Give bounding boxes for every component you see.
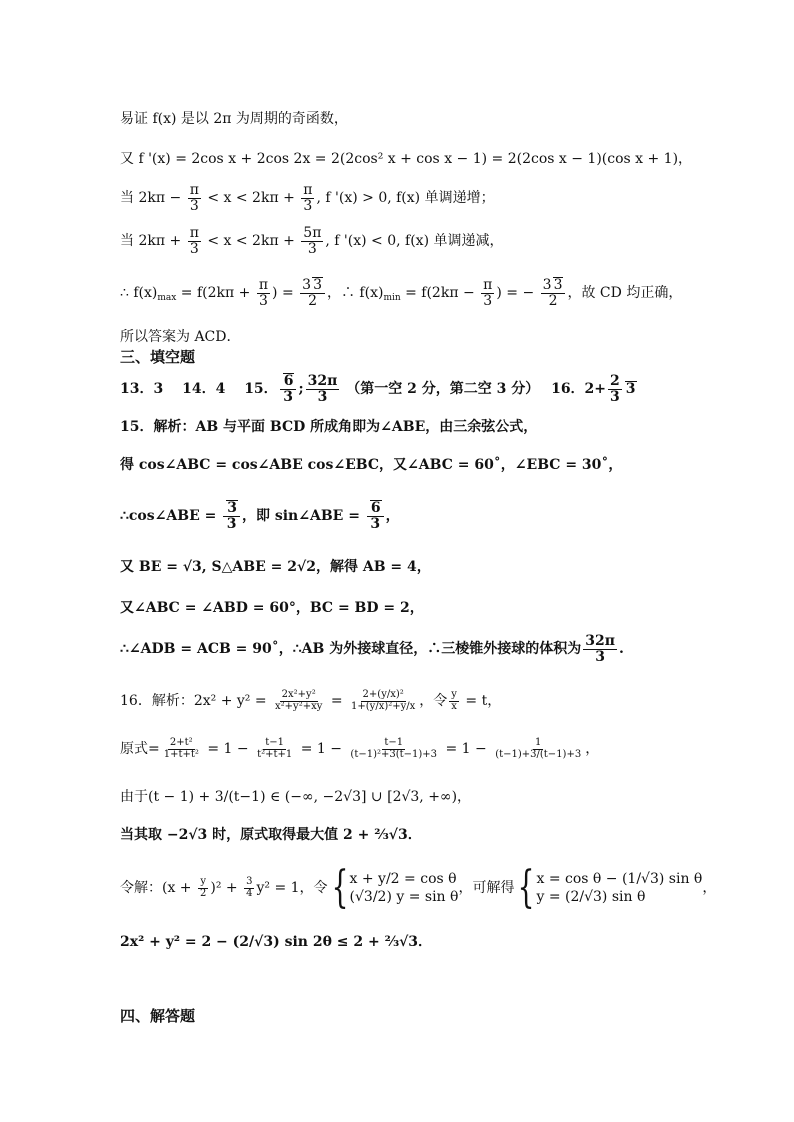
solution-15-text: AB 与平面 BCD 所成角即为∠ABE，由三余弦公式，: [195, 419, 538, 435]
decreasing-text: , f '(x) < 0, f(x) 单调递减，: [325, 233, 504, 250]
solution-16-text: ，可解得: [458, 880, 515, 896]
fraction: $\frac{2}{3}$: [610, 372, 620, 405]
text-line: ∴ $f(x)_{max} = f(2k\pi$ + $\frac{\pi}{3}$ ) = $\frac{3 3}{2}$ ，∴ $f(x)_{min} = f(2k\pi$ − $\frac{\pi}{3}$ ) = − $\frac{3 3}{2}$ ，故 CD 均正确，: [120, 276, 683, 310]
fraction: $\frac{3 3}{2}$: [541, 277, 566, 309]
score-note: （第一空 2 分，第二空 3 分）: [346, 381, 533, 398]
left-brace: {: [331, 862, 348, 913]
section-title-answer: 四、解答题: [120, 1007, 196, 1025]
fraction: $\frac{6}{3}$: [367, 500, 384, 532]
text-line: [120, 828, 422, 842]
fraction: $\frac{\text{2+t²}}{\text{1+t+t²}}$: [163, 737, 199, 760]
fraction: $\frac{32\pi}{3}$: [585, 633, 615, 665]
equation-system: x + y/2 = cos θ (√3/2) y = sin θ: [349, 871, 459, 905]
fraction: $\frac{y}{2}$: [200, 876, 207, 899]
fraction: $\frac{y}{x}$: [451, 689, 457, 712]
solution-15-text: ∴cos∠ABE =: [120, 508, 222, 525]
answers-line: 13．3 14．4 15． $\frac{6}{3}$ ; $\frac{32\pi}{3}$ （第一空 2 分，第二空 3 分） 16．2+ $\frac{2}{3}$ 3: [120, 372, 636, 406]
proof-line-periodic: 易证 f(x) 是以 2π 为周期的奇函数，: [120, 111, 348, 127]
fraction: $\frac{\text{2+(y/x)²}}{\text{1+(y/x)²+y/x}}$: [351, 689, 416, 712]
solution-16-text: 原式=: [120, 741, 160, 757]
text-line: [120, 601, 424, 615]
text-line: 当 2kπ − $\frac{\pi}{3}$ < x < 2kπ + $\frac{\pi}{3}$ , f '(x) > 0, f(x) 单调递增；: [120, 182, 495, 214]
fraction: $\frac{\pi}{3}$: [483, 276, 493, 309]
fraction: $\frac{\text{2x²+y²}}{\text{x²+y²+xy}}$: [275, 689, 323, 712]
answers-13-15: 13．3 14．4 15．: [120, 381, 278, 398]
text-line: [120, 152, 692, 166]
solution-15-title: 15．解析：: [120, 419, 196, 435]
fraction: $\frac{5\pi}{3}$: [303, 225, 322, 257]
fraction: $\frac{32\pi}{3}$: [307, 372, 338, 405]
text-line: 令解：(x + $\frac{y}{2}$ )² + $\frac{3}{4}$ y² = 1，令{ x + y/2 = cos θ (√3/2) y = sin θ ，可解得{ x = cos θ − (1/√3) sin θ y = (2/√3) sin θ ，: [120, 862, 717, 913]
solution-15-text: 又∠ABC = ∠ABD = 60°，BC = BD = 2，: [120, 600, 424, 616]
derivative-formula: f '(x) = 2cos x + 2cos 2x = 2(2cos² x + cos x − 1) = 2(2cos x − 1)(cos x + 1)，: [138, 151, 693, 167]
interval-prefix: 当 2kπ +: [120, 233, 186, 250]
solution-16-text: 2x² + y² = 2 − (2/√3) sin 2θ ≤ 2 + ⅔√3．: [120, 934, 433, 950]
fraction: $\frac{\pi}{3}$: [303, 182, 313, 214]
fraction: $\frac{\pi}{3}$: [258, 276, 269, 309]
text-line: [120, 458, 622, 472]
solution-15-text: 得 cos∠ABC = cos∠ABE cos∠EBC，又∠ABC = 60˚，∠EBC = 30˚，: [120, 457, 623, 473]
conclusion-cd: ，故 CD 均正确，: [567, 285, 683, 302]
text-line: [120, 420, 537, 434]
fraction: $\frac{3 3}{2}$: [300, 277, 325, 309]
text-line: 原式= $\frac{\text{2+t²}}{\text{1+t+t²}}$ = 1 − $\frac{t-1}{\text{t²+t+1}}$ = 1 − $\frac{t-1}{\text{(t−1)²+3(t−1)+3}}$ = 1 − $\frac{1}{(t-1)+3/(t-1)+3}$ ，: [120, 737, 600, 760]
text-line: [120, 935, 432, 949]
fraction: $\frac{1}{(t-1)+3/(t-1)+3}$: [495, 737, 582, 760]
solution-15-text: ，即 sin∠ABE =: [241, 508, 365, 525]
text-line: [120, 790, 471, 804]
solution-15-text: 又 BE = √3, S△ABE = 2√2，解得 AB = 4，: [120, 559, 431, 575]
solution-16-text: ，令: [419, 693, 448, 709]
solution-16-text: 当其取 −2√3 时，原式取得最大值 2 + ⅔√3．: [120, 827, 422, 843]
answer-acd: 所以答案为 ACD．: [120, 329, 241, 345]
fraction: $\frac{t-1}{\text{t²+t+1}}$: [257, 737, 293, 760]
text-line: ∴cos∠ABE = $\frac{3}{3}$ ，即 sin∠ABE = $\frac{6}{3}$ ，: [120, 500, 400, 533]
fraction: $\frac{3}{4}$: [246, 876, 253, 899]
section-title-fill-in: 三、填空题: [120, 348, 196, 366]
text-line: [120, 112, 348, 126]
answer-16: 16．2+: [551, 381, 607, 398]
text-line: 当 2kπ + $\frac{\pi}{3}$ < x < 2kπ + $\frac{5\pi}{3}$ , f '(x) < 0, f(x) 单调递减，: [120, 225, 504, 257]
fraction: $\frac{\pi}{3}$: [189, 182, 199, 214]
fraction: $\frac{3}{3}$: [223, 500, 240, 532]
solution-16-title: 16．解析：: [120, 693, 194, 709]
solution-16-text: 令解：: [120, 880, 162, 896]
fraction: $\frac{6}{3}$: [280, 373, 297, 405]
text-line: ∴∠ADB = ACB = 90˚，∴AB 为外接球直径，∴三棱锥外接球的体积为 $\frac{32\pi}{3}$ .: [120, 633, 624, 665]
left-brace: {: [518, 862, 535, 913]
fraction: $\frac{t-1}{\text{(t−1)²+3(t−1)+3}}$: [350, 737, 438, 760]
equation-system: x = cos θ − (1/√3) sin θ y = (2/√3) sin θ: [536, 871, 703, 905]
solution-16-text: ，令: [299, 880, 328, 896]
solution-16-text: 由于(t − 1) + 3/(t−1) ∈ (−∞, −2√3] ∪ [2√3, +∞)，: [120, 789, 472, 805]
prefix: 又: [120, 151, 139, 167]
fraction: $\frac{\pi}{3}$: [189, 225, 199, 257]
interval-prefix: 当 2kπ −: [120, 190, 186, 207]
text-line: [120, 560, 431, 574]
text-line: [120, 330, 241, 344]
text-line: 16．解析：2x² + y² = $\frac{\text{2x²+y²}}{\text{x²+y²+xy}}$ = $\frac{\text{2+(y/x)²}}{\text{1+(y/x)²+y/x}}$ ，令 $\frac{y}{x}$ = t，: [120, 689, 502, 712]
increasing-text: , f '(x) > 0, f(x) 单调递增；: [316, 190, 495, 207]
solution-15-text: ∴∠ADB = ACB = 90˚，∴AB 为外接球直径，∴三棱锥外接球的体积为: [120, 641, 582, 658]
